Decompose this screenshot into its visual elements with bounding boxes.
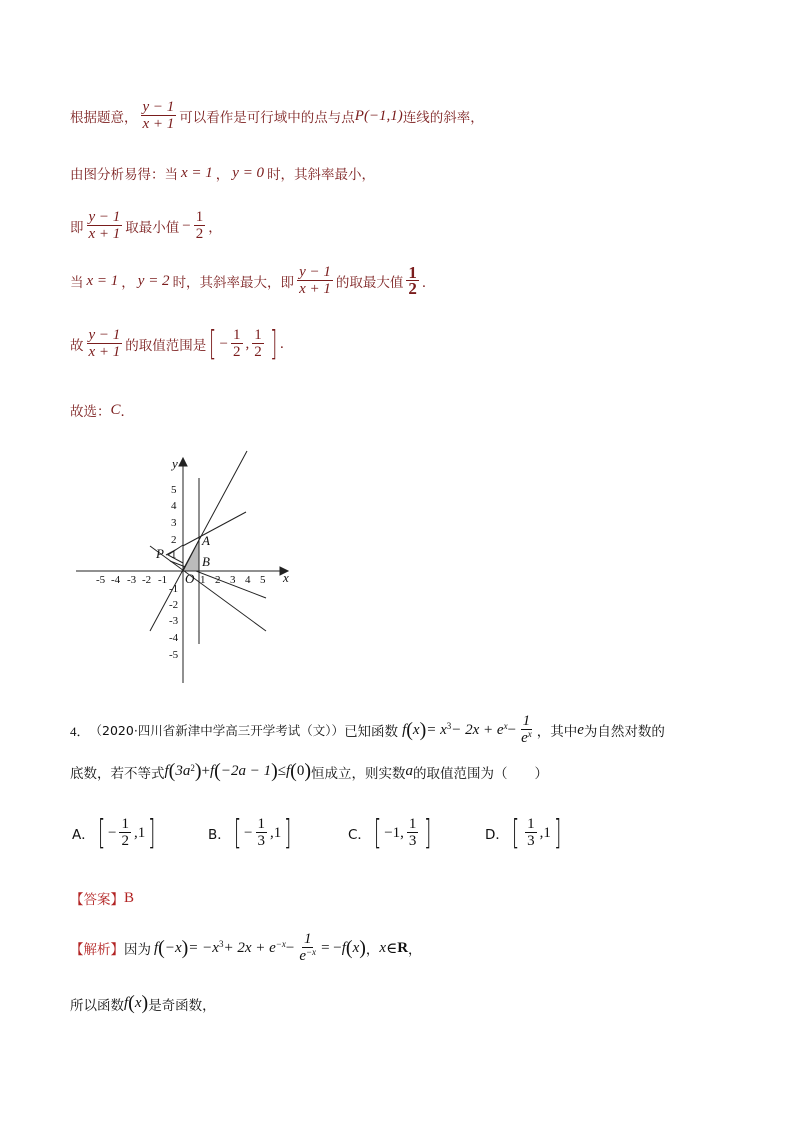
- solution-line-6: [70, 400, 134, 420]
- paren: (: [406, 718, 413, 741]
- paren: (: [290, 760, 297, 782]
- math-expr: = x: [426, 721, 447, 738]
- x-tick: 3: [230, 574, 236, 586]
- math-x: x: [379, 939, 387, 956]
- math-expr: 0: [296, 763, 305, 779]
- minus-sign: −: [108, 824, 117, 841]
- fraction-denominator: 3: [257, 833, 265, 849]
- fraction-numerator: 1: [303, 931, 312, 947]
- paren: ): [419, 718, 427, 741]
- fraction: [194, 210, 206, 242]
- exponent: 2: [190, 762, 195, 773]
- text: 为自然对数的: [583, 724, 665, 740]
- solution-line-1: [70, 100, 484, 132]
- math-expr: + 2x + e: [223, 939, 276, 956]
- right-bracket: ]: [553, 813, 562, 853]
- text: 的取最大值: [335, 275, 404, 291]
- y-tick: -5: [169, 649, 179, 661]
- text: 取最小值: [125, 220, 180, 236]
- fraction: [519, 714, 534, 746]
- text: 底数，若不等式: [70, 765, 165, 782]
- comma: ,: [245, 335, 250, 352]
- x-tick: -1: [158, 574, 168, 586]
- text: ，: [408, 942, 422, 958]
- answer-letter: C: [110, 401, 121, 418]
- fraction-denominator: x + 1: [142, 116, 175, 132]
- question-number: 4．: [70, 723, 90, 739]
- math-e: e: [577, 721, 584, 738]
- paren: ): [181, 936, 189, 959]
- paren: (: [168, 760, 176, 782]
- option-d[interactable]: [485, 813, 564, 853]
- text: 所以函数: [70, 997, 124, 1014]
- x-tick: -5: [96, 574, 106, 586]
- y-tick: 2: [171, 534, 177, 546]
- question-4-line-1: [70, 714, 665, 746]
- fraction: [525, 817, 537, 849]
- text: 故选：: [70, 404, 111, 420]
- left-bracket: [: [233, 813, 242, 853]
- answer-value: B: [124, 889, 135, 906]
- origin-label: O: [185, 571, 195, 586]
- math-f: f: [285, 763, 291, 779]
- fraction-numerator: 1: [254, 327, 262, 343]
- math-f: f: [164, 763, 169, 779]
- solution-line-4: [70, 265, 435, 297]
- y-tick: -2: [169, 599, 179, 611]
- fraction-denominator: x + 1: [88, 226, 121, 242]
- text: ，: [208, 220, 222, 236]
- fraction-denominator: 3: [408, 833, 417, 849]
- minus-sign: −: [507, 721, 517, 738]
- math-expr: 3a: [175, 763, 191, 779]
- analysis-line: [70, 932, 422, 964]
- fraction-denominator: $e^x$: [521, 729, 532, 746]
- fraction-numerator: y − 1: [299, 264, 331, 280]
- right-bracket: ]: [284, 813, 292, 853]
- x-tick: 4: [245, 574, 251, 586]
- text: 连线的斜率，: [402, 110, 484, 126]
- math-f: f: [124, 995, 129, 1011]
- fraction: [87, 328, 123, 360]
- plus-sign: +: [201, 763, 210, 779]
- math-expr: − 2x + e: [451, 721, 504, 738]
- text: 的取值范围为（ ）: [413, 765, 548, 782]
- option-b[interactable]: [208, 813, 295, 853]
- text: 已知函数: [344, 724, 399, 740]
- point-label-p: P: [156, 546, 164, 561]
- fraction: [407, 817, 419, 849]
- text: ，其中: [536, 724, 578, 740]
- answer-tag: 【答案】: [70, 892, 124, 908]
- math-expr: = −x: [188, 939, 219, 956]
- reals-symbol: R: [397, 939, 409, 956]
- x-tick: -4: [111, 574, 121, 586]
- left-bracket: [: [97, 813, 106, 853]
- math-expr: y = 2: [137, 272, 170, 289]
- fraction-numerator: 1: [522, 713, 531, 729]
- fraction-denominator: 2: [408, 279, 417, 298]
- text: 是奇函数，: [148, 997, 216, 1014]
- text: 时，其斜率最大，即: [172, 275, 295, 291]
- math-expr: x: [352, 939, 360, 956]
- fraction-numerator: 1: [121, 816, 129, 832]
- fraction-denominator: $e^{-x}$: [299, 947, 317, 964]
- analysis-tag: 【解析】: [70, 942, 124, 958]
- paren: (: [128, 992, 135, 1014]
- math-x: x: [134, 995, 142, 1011]
- option-tail: ,1: [270, 824, 282, 841]
- fraction-numerator: y − 1: [88, 209, 121, 225]
- math-a: a: [405, 763, 413, 779]
- paren: ): [359, 936, 366, 959]
- exponent: 3: [218, 939, 224, 949]
- text: ，: [365, 942, 380, 958]
- coordinate-graph: [70, 448, 310, 688]
- fraction: [141, 100, 177, 132]
- point-label-b: B: [202, 554, 210, 569]
- text: 因为: [124, 942, 151, 958]
- paren: (: [214, 760, 221, 782]
- text: ．: [421, 275, 436, 291]
- text: 恒成立，则实数: [311, 765, 406, 782]
- paren: (: [345, 936, 353, 959]
- left-bracket: [: [209, 324, 217, 364]
- y-tick: 3: [171, 517, 177, 529]
- le-sign: ≤: [277, 763, 286, 779]
- in-sign: ∈: [386, 940, 398, 957]
- fraction-numerator: y − 1: [142, 99, 175, 115]
- text: 当: [70, 275, 84, 291]
- text: ，: [215, 167, 230, 183]
- fraction-denominator: 3: [527, 833, 535, 849]
- y-axis-label: y: [172, 456, 178, 471]
- option-label: A．: [72, 827, 95, 843]
- minus-sign: −: [285, 939, 295, 956]
- question-4-line-2: [70, 760, 548, 783]
- y-tick: 1: [171, 549, 177, 561]
- fraction-denominator: x + 1: [299, 281, 331, 297]
- option-head: −1,: [384, 824, 404, 841]
- math-expr: y = 0: [232, 164, 265, 181]
- option-a[interactable]: [72, 813, 159, 853]
- text: ，: [121, 275, 135, 291]
- fraction: [406, 265, 419, 297]
- y-tick: -1: [169, 583, 179, 595]
- math-expr: −2a − 1: [220, 763, 272, 779]
- math-expr: x = 1: [86, 272, 119, 289]
- fraction: [119, 817, 131, 849]
- x-tick: 1: [200, 574, 206, 586]
- left-bracket: [: [373, 813, 382, 853]
- exponent: 3: [446, 721, 452, 731]
- solution-line-2: [70, 163, 375, 183]
- fraction-numerator: 1: [408, 263, 417, 282]
- analysis-line-2: [70, 992, 216, 1015]
- option-label: C．: [348, 827, 371, 843]
- math-f: f: [402, 721, 407, 738]
- math-f: f: [209, 763, 215, 779]
- math-f: f: [154, 939, 159, 956]
- answer-line: [70, 888, 134, 908]
- fraction-numerator: 1: [408, 816, 417, 832]
- x-tick: 5: [260, 574, 266, 586]
- option-c[interactable]: [348, 813, 435, 853]
- fraction: [297, 265, 333, 297]
- fraction-denominator: 2: [195, 226, 204, 242]
- y-tick: -4: [169, 632, 179, 644]
- solution-line-5: [70, 324, 284, 364]
- text: 时，其斜率最小，: [267, 167, 376, 183]
- y-tick: -3: [169, 615, 179, 627]
- left-bracket: [: [511, 813, 520, 853]
- period: .: [280, 335, 284, 352]
- text: 的取值范围是: [125, 338, 207, 354]
- point-label-a: A: [202, 533, 210, 548]
- option-tail: ,1: [133, 824, 146, 841]
- math-x: x: [412, 721, 420, 738]
- paren: ): [194, 760, 202, 782]
- minus-sign: −: [182, 217, 191, 234]
- y-tick: 4: [171, 500, 177, 512]
- text: 可以看作是可行域中的点与点: [179, 110, 355, 126]
- paren: (: [158, 936, 165, 959]
- minus-sign: −: [219, 335, 229, 352]
- y-tick: 5: [171, 484, 177, 496]
- fraction: [87, 210, 123, 242]
- point-expr: P(−1,1): [354, 107, 403, 124]
- exponent: −x: [275, 939, 286, 949]
- fraction-denominator: 2: [254, 344, 262, 360]
- option-label: D．: [485, 827, 509, 843]
- fraction-denominator: 2: [121, 833, 129, 849]
- right-bracket: ]: [269, 324, 278, 364]
- x-tick: -3: [127, 574, 137, 586]
- text: 即: [70, 220, 84, 236]
- fraction: [297, 932, 318, 964]
- fraction: [256, 817, 268, 849]
- math-expr: −x: [164, 939, 182, 956]
- solution-line-3: [70, 210, 222, 242]
- exponent: x: [503, 721, 508, 731]
- paren: ): [271, 760, 278, 782]
- fraction-numerator: y − 1: [88, 327, 121, 343]
- fraction: [231, 328, 243, 360]
- math-expr: = −: [321, 939, 342, 956]
- right-bracket: ]: [424, 813, 432, 853]
- minus-sign: −: [244, 824, 253, 841]
- x-tick: 2: [215, 574, 221, 586]
- fraction: [252, 328, 264, 360]
- fraction-denominator: 2: [233, 344, 241, 360]
- math-expr: x = 1: [181, 164, 213, 181]
- text: 根据题意，: [70, 110, 138, 126]
- fraction-denominator: x + 1: [88, 344, 121, 360]
- math-f: f: [341, 939, 346, 956]
- text: 由图分析易得：当: [70, 167, 178, 183]
- fraction-numerator: 1: [195, 209, 204, 225]
- fraction-numerator: 1: [233, 327, 241, 343]
- fraction-numerator: 1: [527, 816, 535, 832]
- right-bracket: ]: [148, 813, 156, 853]
- x-axis-label: x: [283, 570, 289, 585]
- paren: ): [141, 992, 149, 1014]
- text: ．: [120, 404, 135, 420]
- paren: ): [304, 760, 311, 782]
- x-tick: -2: [142, 574, 152, 586]
- option-label: B．: [208, 827, 231, 843]
- question-source: （2020·四川省新津中学高三开学考试（文））: [89, 723, 345, 738]
- fraction-numerator: 1: [257, 816, 265, 832]
- text: 故: [70, 338, 84, 354]
- option-tail: ,1: [539, 824, 551, 841]
- y-axis-arrow: [179, 458, 187, 466]
